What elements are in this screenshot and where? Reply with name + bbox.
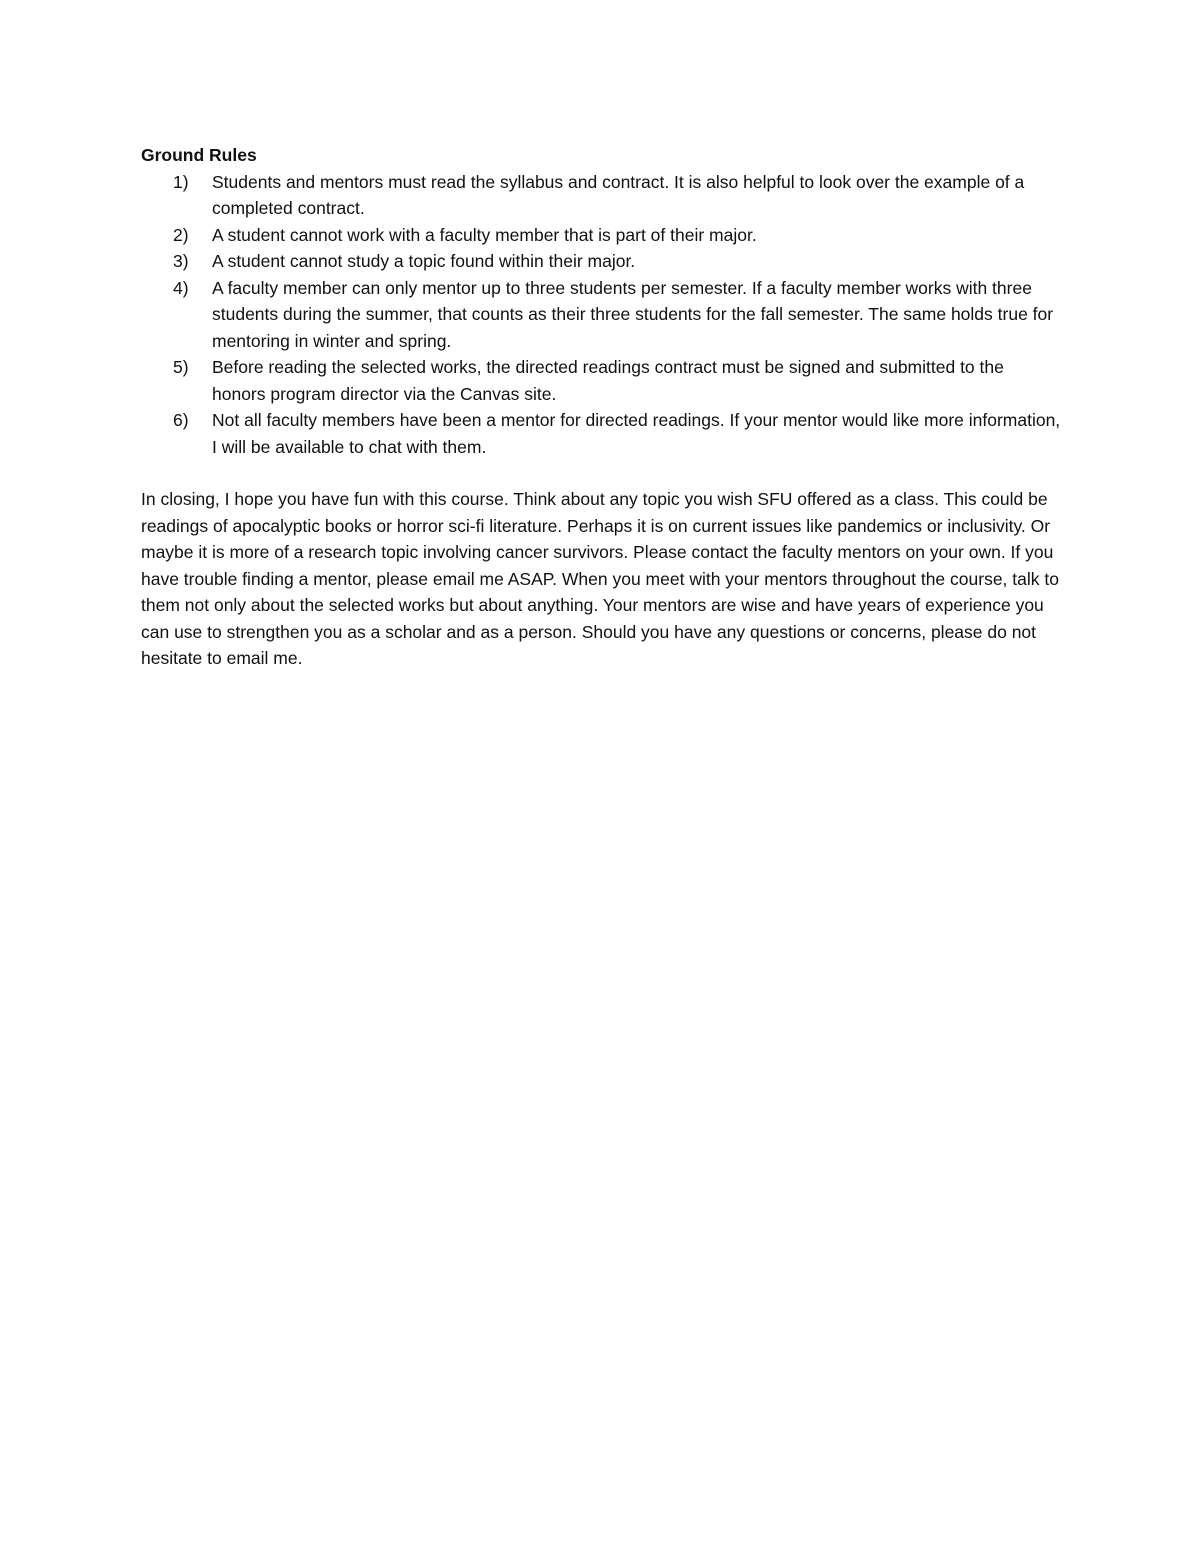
closing-paragraph: In closing, I hope you have fun with this course. Think about any topic you wish SFU offered as a class. This could be readings of apocalyptic books or horror sci-fi literature. Perhaps it is on current issues like pandemics or inclusivity. Or maybe it is more of a research topic involving cancer survivors. Please contact the faculty mentors on your own. If you have trouble finding a mentor, please email me ASAP. When you meet with your mentors throughout the course, talk to them not only about the selected works but about anything. Your mentors are wise and have years of experience you can use to strengthen you as a scholar and as a person. Should you have any questions or concerns, please do not hesitate to email me.	[141, 489, 1059, 668]
rule-text: A student cannot study a topic found within their major.	[212, 251, 636, 271]
rule-item-2	[141, 222, 1061, 249]
rule-text: A faculty member can only mentor up to three students per semester. If a faculty member works with three students during the summer, that counts as their three students for the fall semester. The same holds true for mentoring in winter and spring.	[212, 277, 1054, 351]
rule-number: 6)	[173, 410, 189, 430]
rule-number: 4)	[173, 277, 189, 298]
rule-text: Students and mentors must read the syllabus and contract. It is also helpful to look over the example of a completed contract.	[212, 171, 1025, 218]
document-page	[141, 142, 1061, 672]
rule-number: 3)	[173, 251, 189, 271]
rule-text: Not all faculty members have been a mentor for directed readings. If your mentor would like more information, I will be available to chat with them.	[212, 410, 1061, 457]
rule-item-5	[141, 354, 1061, 407]
rule-number: 2)	[173, 224, 189, 245]
section-heading: Ground Rules	[141, 145, 257, 165]
rule-item-1	[141, 169, 1061, 222]
rule-item-3	[141, 248, 1061, 275]
rule-text: A student cannot work with a faculty member that is part of their major.	[212, 224, 757, 245]
rule-number: 1)	[173, 171, 189, 192]
ground-rules-list	[141, 169, 1061, 461]
rule-item-4	[141, 275, 1061, 355]
rule-item-6	[141, 407, 1061, 460]
rule-number: 5)	[173, 357, 189, 377]
rule-text: Before reading the selected works, the directed readings contract must be signed and submitted to the honors program director via the Canvas site.	[212, 357, 1004, 404]
